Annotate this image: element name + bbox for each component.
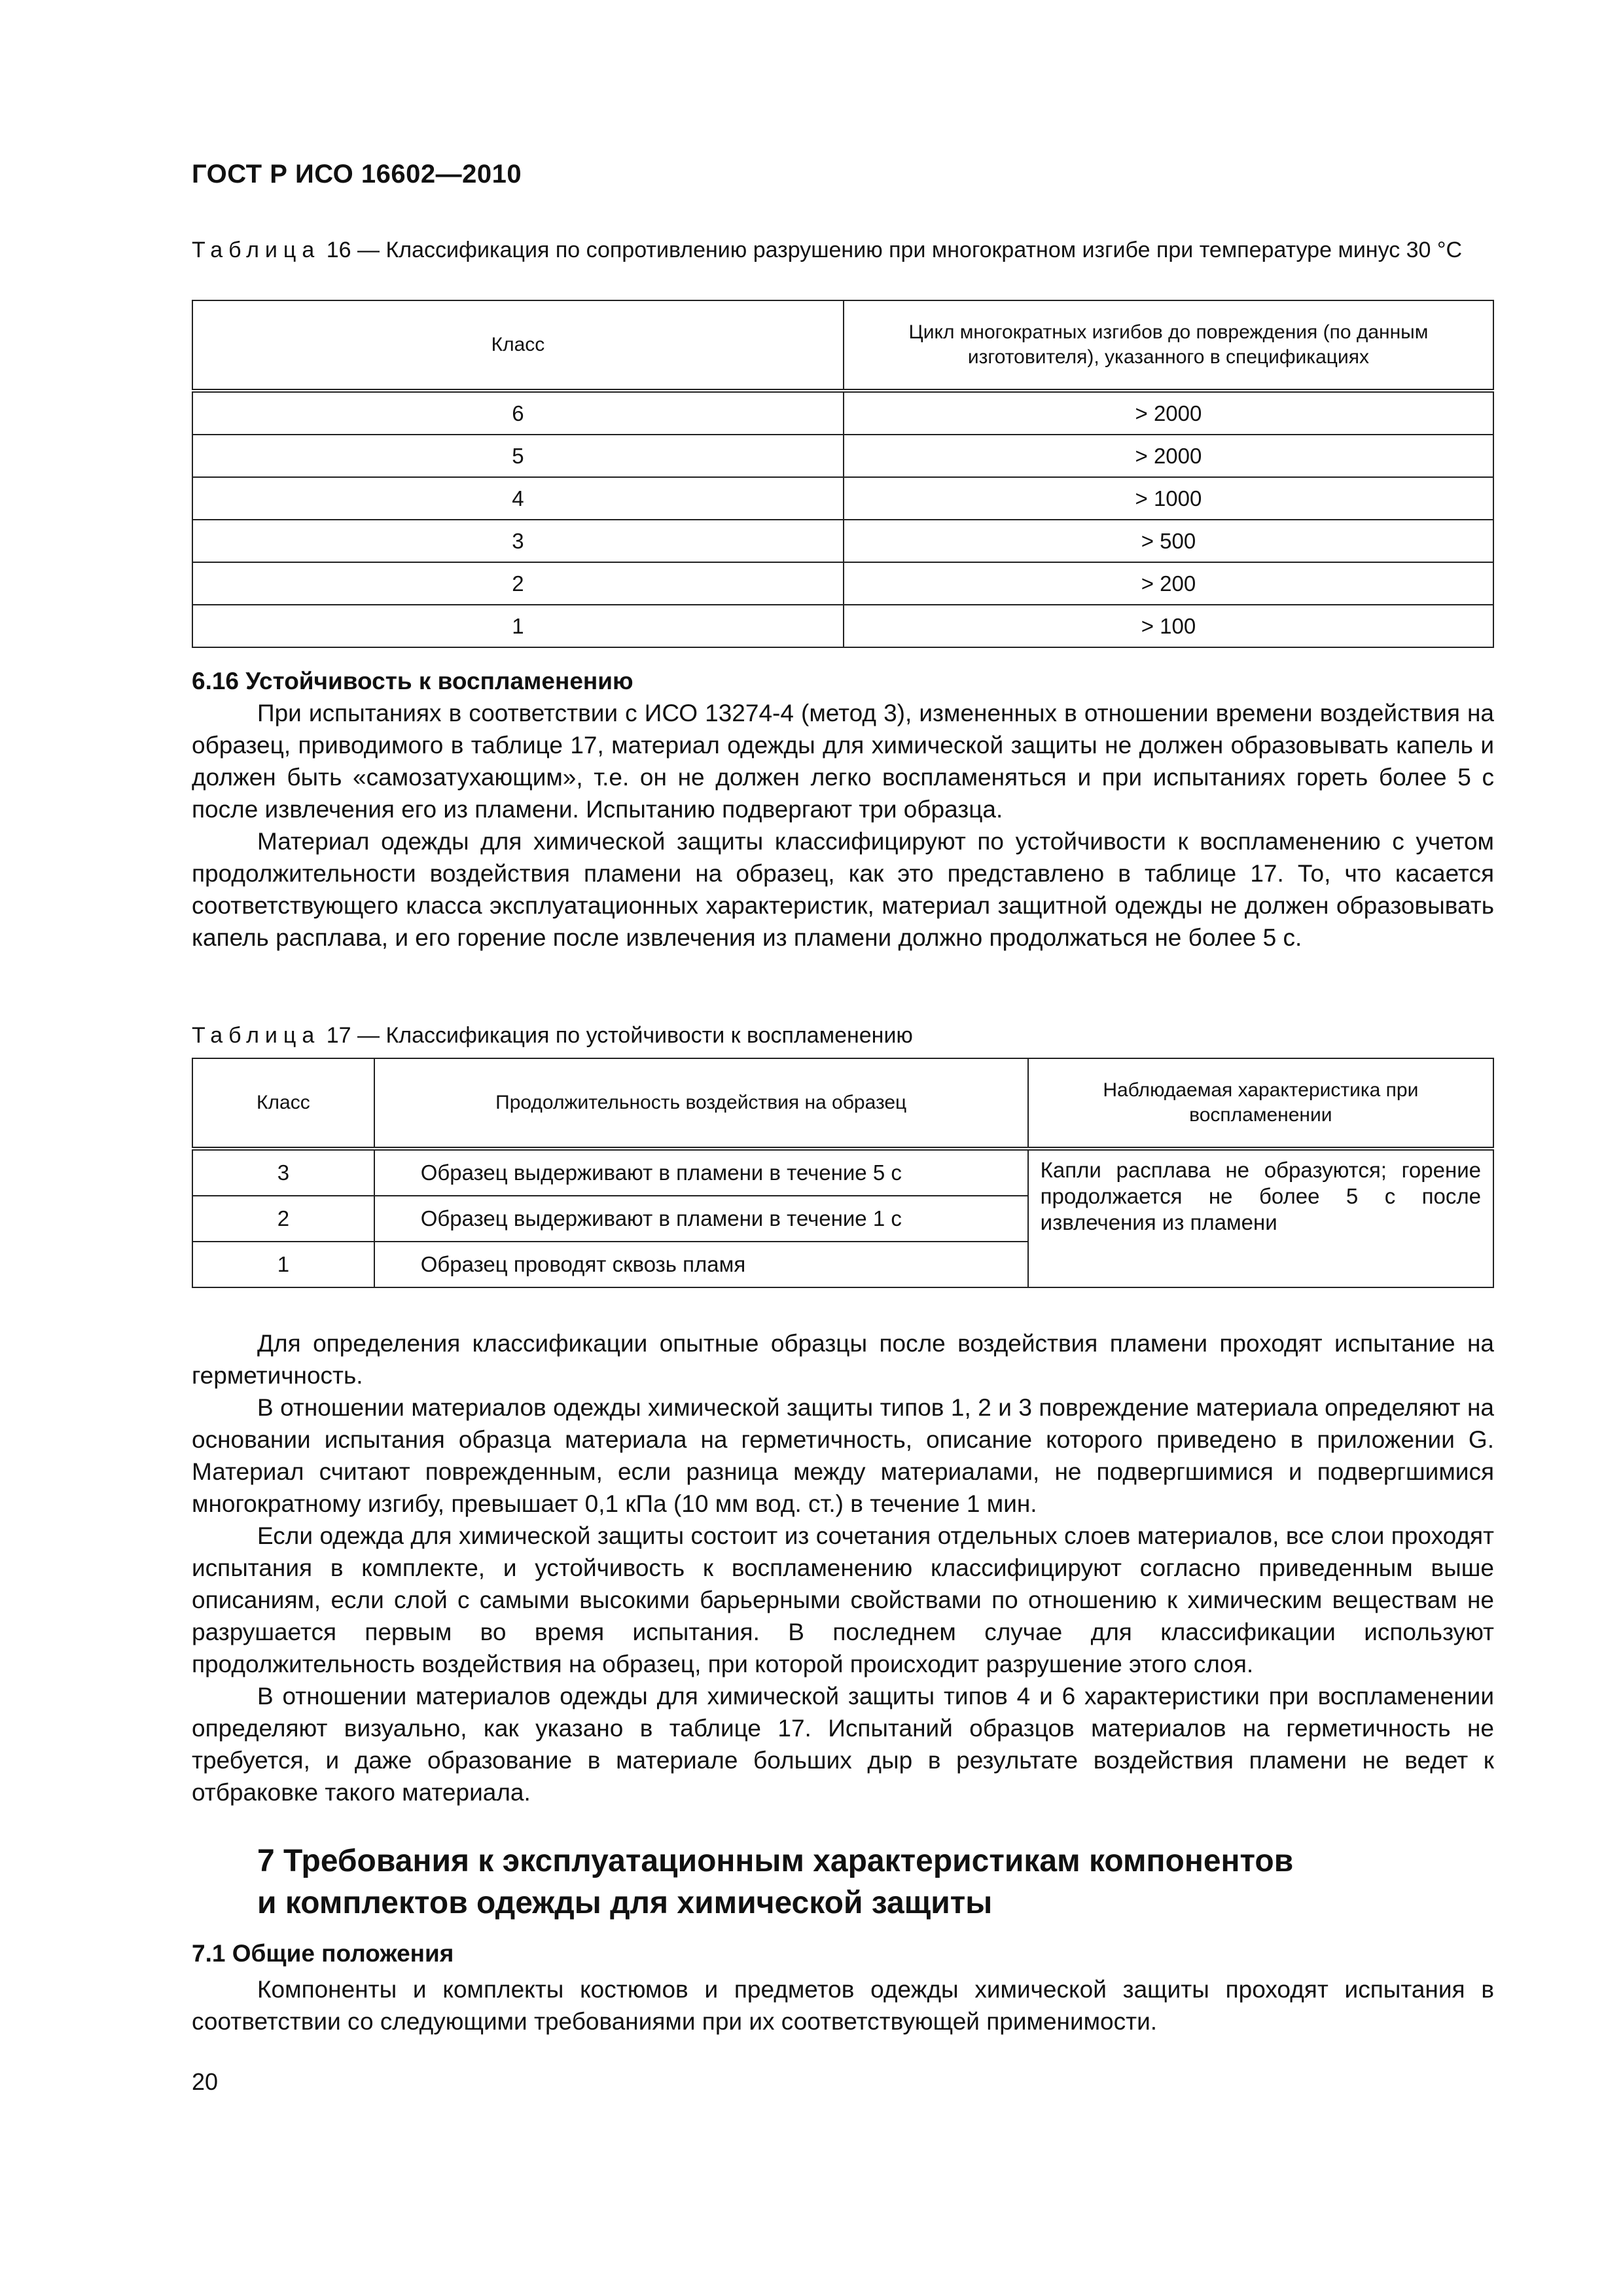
table-row [192,477,1493,520]
table-cell: 2 [192,562,844,605]
paragraph: В отношении материалов одежды для химической защиты типов 4 и 6 характеристики при воспламенении определяют визуально, как указано в таблице 17. Испытаний образцов материалов на герметичность не требуется, и даже образование в материале больших дыр в результате воздействия пламени не ведет к отбраковке такого материала. [192,1683,1494,1806]
table17-merged-cell: Капли расплава не образуются; горение продолжается не более 5 с после извлечения из пламени [1028,1149,1493,1287]
table-cell: > 100 [844,605,1493,647]
table-cell: 3 [192,1149,374,1196]
table17-header-class: Класс [192,1058,374,1149]
table17-caption-word: Таблица [192,1023,321,1048]
table-cell: 1 [192,1242,374,1287]
table16-header-class: Класс [192,300,844,391]
paragraph: Если одежда для химической защиты состоит из сочетания отдельных слоев материалов, все слои проходят испытания в комплекте, и устойчивость к воспламенению классифицируют согласно приведенным выше описаниям, если слой с самыми высокими барьерными свойствами по отношению к химическим веществам не разрушается первым во время испытания. В последнем случае для классификации используют продолжительность воздействия на образец, при которой происходит разрушение этого слоя. [192,1522,1494,1677]
table-header-row [192,1058,1493,1149]
table-cell: Образец выдерживают в пламени в течение 5 с [374,1149,1028,1196]
section-6-16 [192,665,1494,954]
paragraph: В отношении материалов одежды химической защиты типов 1, 2 и 3 повреждение материала определяют на основании испытания образца материала на герметичность, описание которого приведено в приложении G. Материал считают поврежденным, если разница между материалами, не подвергшимися и подвергшимися многократному изгибу, превышает 0,1 кПа (10 мм вод. ст.) в течение 1 мин. [192,1394,1494,1517]
table-cell: 5 [192,435,844,477]
table-cell: > 1000 [844,477,1493,520]
table-cell: Образец проводят сквозь пламя [374,1242,1028,1287]
section-7-title-line1: 7 Требования к эксплуатационным характеристикам компонентов [257,1844,1294,1878]
table-cell: > 500 [844,520,1493,562]
table-cell: > 2000 [844,435,1493,477]
paragraph: Для определения классификации опытные образцы после воздействия пламени проходят испытание на герметичность. [192,1330,1494,1389]
section-6-16-title: 6.16 Устойчивость к воспламенению [192,668,633,694]
paragraph: Компоненты и комплекты костюмов и предметов одежды химической защиты проходят испытания в соответствии со следующими требованиями при их соответствующей применимости. [192,1976,1494,2035]
section-7-title-line2: и комплектов одежды для химической защиты [257,1886,993,1920]
table16-caption-word: Таблица [192,238,321,262]
table17 [192,1058,1494,1288]
table-header-row [192,300,1493,391]
table-row [192,520,1493,562]
table-row [192,562,1493,605]
paragraph: Материал одежды для химической защиты классифицируют по устойчивости к воспламенению с учетом продолжительности воздействия пламени на образец, как это представлено в таблице 17. То, что касается соответствующего класса эксплуатационных характеристик, материал защитной одежды не должен образовывать капель расплава, и его горение после извлечения из пламени должно продолжаться не более 5 с. [192,828,1494,951]
table-cell: 3 [192,520,844,562]
section-7-1 [192,1937,1494,2037]
table-cell: > 2000 [844,391,1493,435]
table16 [192,300,1494,648]
text-after-table17 [192,1327,1494,1808]
paragraph: При испытаниях в соответствии с ИСО 13274-4 (метод 3), измененных в отношении времени воздействия на образец, приводимого в таблице 17, материал одежды для химической защиты не должен образовывать капель и должен быть «самозатухающим», т.е. он не должен легко воспламеняться и при испытаниях гореть более 5 с после извлечения его из пламени. Испытанию подвергают три образца. [192,700,1494,823]
table16-caption [192,236,1494,264]
table-row [192,391,1493,435]
table17-header-observed: Наблюдаемая характеристика при воспламенении [1028,1058,1493,1149]
document-header: ГОСТ Р ИСО 16602—2010 [192,160,522,188]
table-row [192,435,1493,477]
table-cell: Образец выдерживают в пламени в течение 1 с [374,1196,1028,1242]
section-7-1-title: 7.1 Общие положения [192,1940,454,1967]
table17-header-duration: Продолжительность воздействия на образец [374,1058,1028,1149]
table-row [192,605,1493,647]
section-7-title [257,1840,1494,1924]
table-cell: > 200 [844,562,1493,605]
table16-header-cycles: Цикл многократных изгибов до повреждения (по данным изготовителя), указанного в спецификациях [844,300,1493,391]
table17-caption-text: 17 — Классификация по устойчивости к воспламенению [326,1023,913,1048]
table-cell: 1 [192,605,844,647]
page-number: 20 [192,2068,219,2095]
table-row [192,1149,1493,1196]
table-cell: 2 [192,1196,374,1242]
table17-caption [192,1021,1494,1050]
table-cell: 6 [192,391,844,435]
table-cell: 4 [192,477,844,520]
table16-caption-text: 16 — Классификация по сопротивлению разрушению при многократном изгибе при температуре минус 30 °С [326,238,1463,262]
